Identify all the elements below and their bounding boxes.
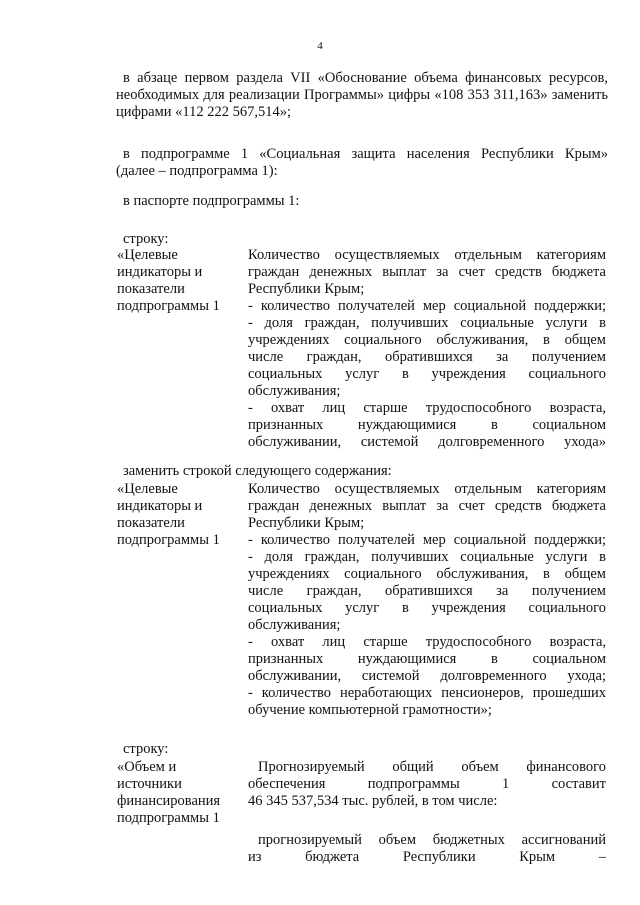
row-content-line xyxy=(248,810,606,832)
row-label-line: подпрограммы 1 xyxy=(117,532,220,548)
row-label-line: «Целевые xyxy=(117,481,178,497)
row-label-line: «Объем и xyxy=(117,759,177,775)
row-content-line: числе граждан, обратившихся за получением xyxy=(248,349,606,365)
paragraph-line: цифрами «112 222 567,514»; xyxy=(116,104,292,120)
row-content-line: - охват лиц старше трудоспособного возраста, xyxy=(248,400,606,416)
row-label-line: финансирования xyxy=(117,793,221,809)
row-content-line: обеспечения подпрограммы 1 составит xyxy=(248,776,606,792)
row-label-line: показатели xyxy=(117,281,185,297)
row-content-line: - количество неработающих пенсионеров, прошедших xyxy=(248,685,606,701)
row-label-line: индикаторы и xyxy=(117,264,203,280)
row-content-line: - количество получателей мер социальной поддержки; xyxy=(248,298,606,314)
row-label xyxy=(117,247,245,315)
row-content-line: 46 345 537,534 тыс. рублей, в том числе: xyxy=(248,793,498,809)
row-label-line: источники xyxy=(117,776,182,792)
page-number: 4 xyxy=(317,40,323,52)
row-content-line: обслуживания; xyxy=(248,383,341,399)
row-content-line: - охват лиц старше трудоспособного возраста, xyxy=(248,634,606,650)
row-content xyxy=(248,247,606,451)
paragraph-subprogram xyxy=(116,146,608,180)
row-content-line: - количество получателей мер социальной поддержки; xyxy=(248,532,606,548)
row-content-line: учреждениях социального обслуживания, в общем xyxy=(248,332,606,348)
block-intro: строку: xyxy=(123,231,169,247)
row-content xyxy=(248,759,606,866)
row-content-line: обучение компьютерной грамотности»; xyxy=(248,702,492,718)
row-label-line: «Целевые xyxy=(117,247,178,263)
row-content-line: - доля граждан, получивших социальные услуги в xyxy=(248,315,606,331)
row-label-line: индикаторы и xyxy=(117,498,203,514)
row-content-line: Республики Крым; xyxy=(248,281,365,297)
block-intro: строку: xyxy=(123,741,169,757)
paragraph-budget-section xyxy=(116,70,608,121)
row-label xyxy=(117,759,245,827)
row-content-line: числе граждан, обратившихся за получением xyxy=(248,583,606,599)
row-label-line: подпрограммы 1 xyxy=(117,810,220,826)
row-content-line: из бюджета Республики Крым – xyxy=(248,849,606,865)
row-content-line: Прогнозируемый общий объем финансового xyxy=(258,759,606,775)
row-content-line: признанных нуждающимися в социальном xyxy=(248,417,606,433)
row-label-line: подпрограммы 1 xyxy=(117,298,220,314)
paragraph-passport: в паспорте подпрограммы 1: xyxy=(123,193,300,209)
row-content-line: обслуживании, системой долговременного ухода» xyxy=(248,434,606,450)
row-content-line: социальных услуг в учреждения социального xyxy=(248,600,606,616)
row-content-line: прогнозируемый объем бюджетных ассигнований xyxy=(258,832,606,848)
row-content-line: граждан денежных выплат за счет средств бюджета xyxy=(248,264,606,280)
row-content-line: социальных услуг в учреждения социального xyxy=(248,366,606,382)
row-label-line: показатели xyxy=(117,515,185,531)
row-content-line: Республики Крым; xyxy=(248,515,365,531)
row-content-line: обслуживания; xyxy=(248,617,341,633)
paragraph-line: необходимых для реализации Программы» цифры «108 353 311,163» заменить xyxy=(116,87,608,103)
row-label xyxy=(117,481,245,549)
paragraph-line: в абзаце первом раздела VII «Обоснование объема финансовых ресурсов, xyxy=(123,70,608,86)
paragraph-line: в подпрограмме 1 «Социальная защита населения Республики Крым» xyxy=(123,146,608,162)
paragraph-line: (далее – подпрограмма 1): xyxy=(116,163,278,179)
block-intro: заменить строкой следующего содержания: xyxy=(123,463,392,479)
row-content-line: обслуживании, системой долговременного ухода; xyxy=(248,668,606,684)
row-content xyxy=(248,481,606,719)
row-content-line: граждан денежных выплат за счет средств бюджета xyxy=(248,498,606,514)
row-content-line: признанных нуждающимися в социальном xyxy=(248,651,606,667)
row-content-line: учреждениях социального обслуживания, в общем xyxy=(248,566,606,582)
row-content-line: - доля граждан, получивших социальные услуги в xyxy=(248,549,606,565)
row-content-line: Количество осуществляемых отдельным категориям xyxy=(248,247,606,263)
row-content-line: Количество осуществляемых отдельным категориям xyxy=(248,481,606,497)
